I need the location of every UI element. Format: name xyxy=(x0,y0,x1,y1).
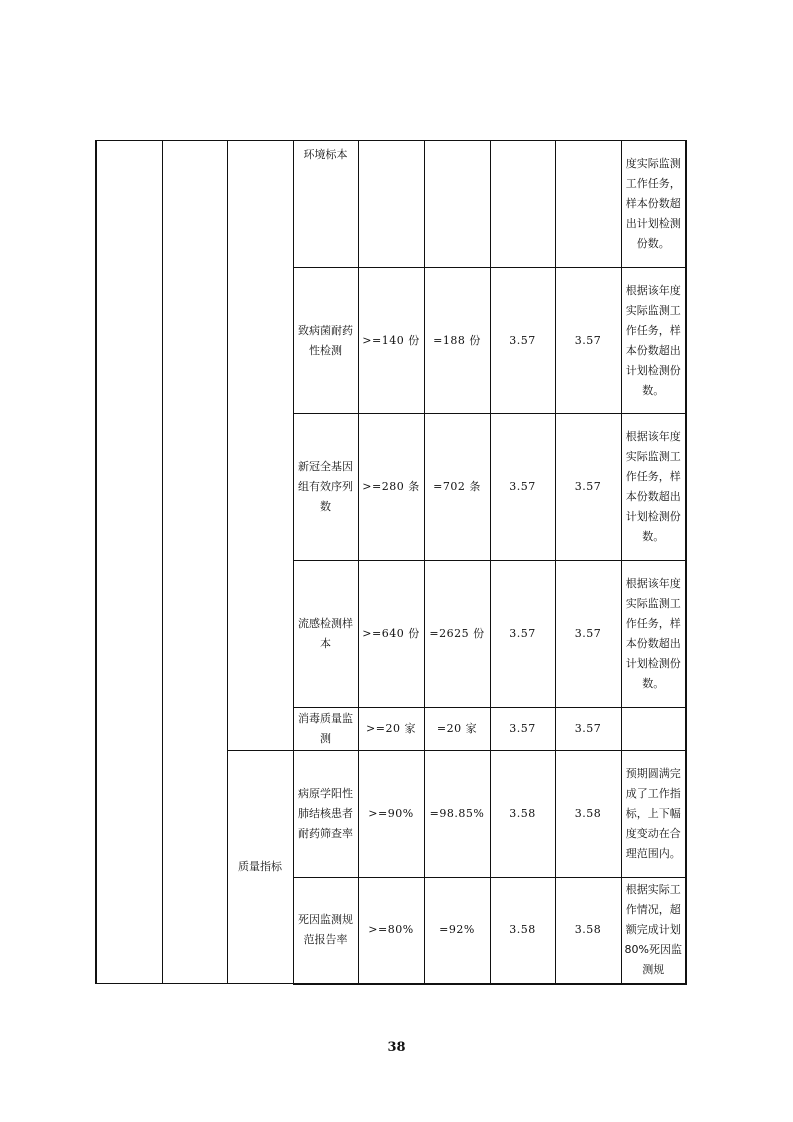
target-cell: >=90% xyxy=(358,751,424,878)
page-number: 38 xyxy=(387,1040,406,1055)
score-a-cell xyxy=(490,141,555,268)
table-row xyxy=(96,141,686,268)
target-cell: >=80% xyxy=(358,878,424,984)
remark-cell: 根据该年度实际监测工作任务，样本份数超出计划检测份数。 xyxy=(621,561,686,708)
actual-cell: =98.85% xyxy=(424,751,490,878)
remark-cell: 根据实际工作情况，超额完成计划 80%死因监测规 xyxy=(621,878,686,984)
score-a-cell: 3.57 xyxy=(490,414,555,561)
score-b-cell: 3.57 xyxy=(555,561,621,708)
indicator-cell: 病原学阳性肺结核患者耐药筛查率 xyxy=(293,751,358,878)
level1-cell xyxy=(96,141,162,984)
indicator-cell: 死因监测规范报告率 xyxy=(293,878,358,984)
target-cell: >=280 条 xyxy=(358,414,424,561)
actual-cell: =188 份 xyxy=(424,268,490,414)
actual-cell: =92% xyxy=(424,878,490,984)
indicator-cell: 环境标本 xyxy=(293,141,358,268)
score-b-cell: 3.57 xyxy=(555,414,621,561)
indicator-cell: 流感检测样本 xyxy=(293,561,358,708)
score-b-cell: 3.58 xyxy=(555,751,621,878)
score-b-cell: 3.57 xyxy=(555,708,621,751)
indicator-cell: 致病菌耐药性检测 xyxy=(293,268,358,414)
actual-cell xyxy=(424,141,490,268)
actual-cell: =20 家 xyxy=(424,708,490,751)
target-cell xyxy=(358,141,424,268)
target-cell: >=140 份 xyxy=(358,268,424,414)
remark-cell: 度实际监测工作任务，样本份数超出计划检测份数。 xyxy=(621,141,686,268)
remark-cell: 根据该年度实际监测工作任务，样本份数超出计划检测份数。 xyxy=(621,268,686,414)
target-cell: >=20 家 xyxy=(358,708,424,751)
remark-cell: 根据该年度实际监测工作任务，样本份数超出计划检测份数。 xyxy=(621,414,686,561)
score-b-cell: 3.57 xyxy=(555,268,621,414)
performance-table xyxy=(95,140,687,985)
score-a-cell: 3.57 xyxy=(490,708,555,751)
actual-cell: =2625 份 xyxy=(424,561,490,708)
target-cell: >=640 份 xyxy=(358,561,424,708)
remark-cell xyxy=(621,708,686,751)
category-quality-cell: 质量指标 xyxy=(227,751,293,984)
score-b-cell xyxy=(555,141,621,268)
score-b-cell: 3.58 xyxy=(555,878,621,984)
actual-cell: =702 条 xyxy=(424,414,490,561)
indicator-cell: 消毒质量监测 xyxy=(293,708,358,751)
score-a-cell: 3.57 xyxy=(490,268,555,414)
indicator-cell: 新冠全基因组有效序列数 xyxy=(293,414,358,561)
score-a-cell: 3.58 xyxy=(490,878,555,984)
level3-quantity-cell xyxy=(227,141,293,751)
level2-cell xyxy=(162,141,227,984)
remark-cell: 预期圆满完成了工作指标，上下幅度变动在合理范围内。 xyxy=(621,751,686,878)
score-a-cell: 3.58 xyxy=(490,751,555,878)
score-a-cell: 3.57 xyxy=(490,561,555,708)
